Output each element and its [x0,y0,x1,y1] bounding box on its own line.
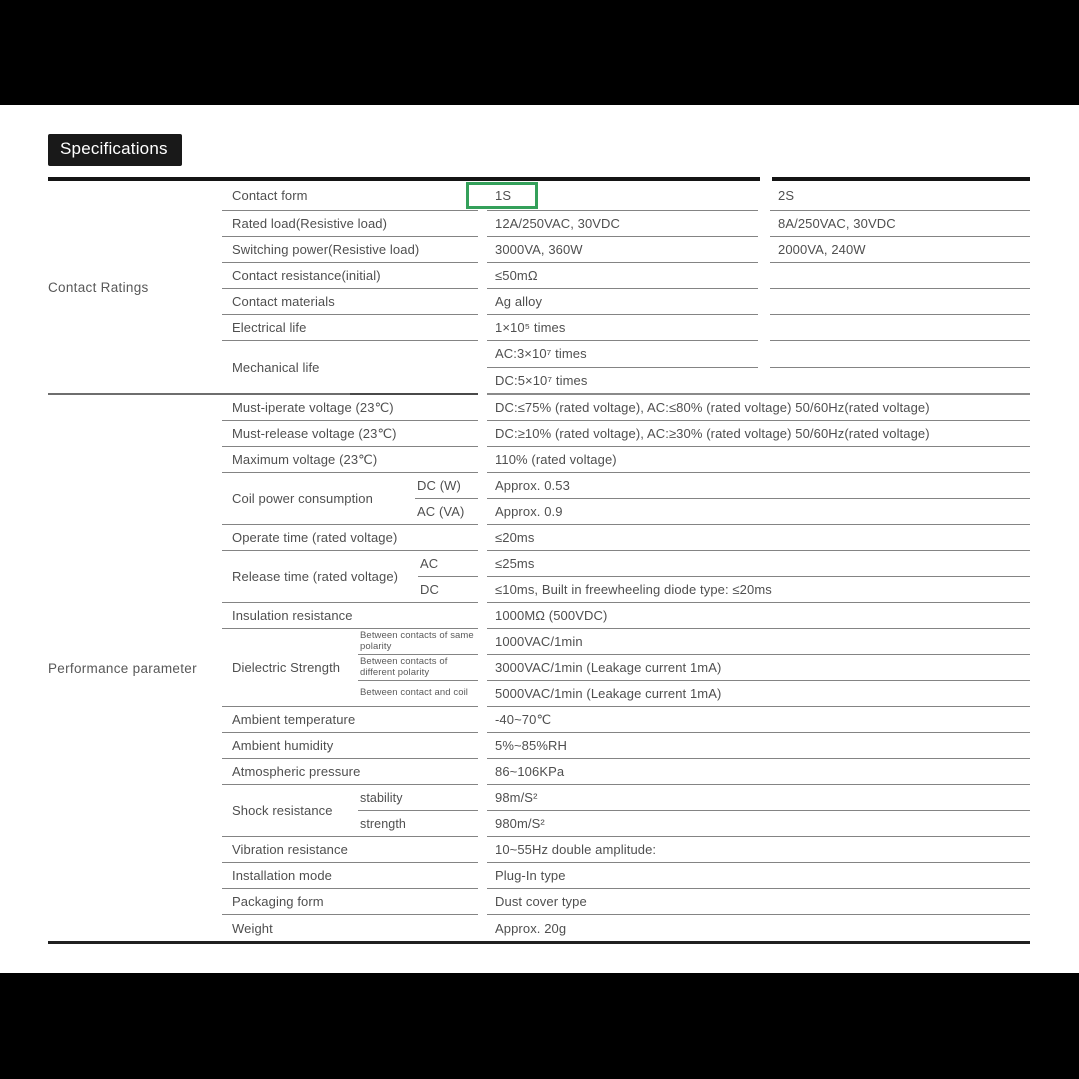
section-performance [48,395,1030,941]
value-strength: 980m/S² [495,816,545,831]
value-cell-1s: Ag alloy [487,289,758,315]
value-cell: 10~55Hz double amplitude: [487,837,1030,863]
value-cell: 1000MΩ (500VDC) [487,603,1030,629]
sub-label-ac: AC [418,551,478,577]
value-cell-2s: 2S [770,181,1030,211]
table-row [222,315,1030,341]
table-row-mechanical-life [222,341,1030,393]
sub-label-ac: AC (VA) [417,504,465,519]
value-ac: AC:3×10⁷ times [487,341,758,368]
row-label: Must-release voltage (23℃) [222,421,478,447]
row-label: Mechanical life [232,359,320,375]
letterbox-top [0,0,1079,105]
row-label: Contact form [222,181,478,211]
value-cell: ≤20ms [487,525,1030,551]
row-label-main: Release time (rated voltage) [232,569,399,584]
row-label: Ambient temperature [222,707,478,733]
value-cell: Approx. 20g [495,920,567,936]
sub-label-contact-coil: Between contact and coil [360,687,469,699]
value-cell-empty [770,368,1030,394]
row-label: Switching power(Resistive load) [222,237,478,263]
table-row [222,603,1030,629]
sub-label-strength: strength [360,816,406,831]
value-cell: 86~106KPa [487,759,1030,785]
sub-label-dc: DC [420,582,439,597]
row-label-main: Shock resistance [232,803,333,818]
table-row [222,237,1030,263]
row-label: Ambient humidity [222,733,478,759]
row-label [222,473,478,525]
row-label: Insulation resistance [222,603,478,629]
value-cell: 110% (rated voltage) [487,447,1030,473]
table-row [222,289,1030,315]
value-cell-2s [770,315,1030,341]
table-row-shock [222,785,1030,837]
row-label: Operate time (rated voltage) [222,525,478,551]
row-label: Vibration resistance [222,837,478,863]
value-cell-1s: 3000VA, 360W [487,237,758,263]
value-cell-2s: 2000VA, 240W [770,237,1030,263]
row-label: Weight [232,920,273,936]
value-cell-1s: 12A/250VAC, 30VDC [487,211,758,237]
table-row-coil-power [222,473,1030,525]
table-row [222,915,1030,941]
row-label: Electrical life [222,315,478,341]
value-ac: Approx. 0.9 [495,504,563,519]
letterbox-bottom [0,973,1079,1079]
table-row [222,211,1030,237]
value-cell-2s: 8A/250VAC, 30VDC [770,211,1030,237]
row-label: Must-iperate voltage (23℃) [222,395,478,421]
value-cell: Plug-In type [487,863,1030,889]
value-same-polarity: 1000VAC/1min [487,629,1030,655]
spec-table [48,177,1030,944]
value-cell-2s [770,341,1030,393]
value-cell [487,473,1030,525]
table-row [222,447,1030,473]
value-ac: ≤25ms [487,551,1030,577]
row-label-main: Coil power consumption [232,491,373,506]
value-cell-1s: 1×10⁵ times [487,315,758,341]
row-label [222,629,478,707]
table-row [222,863,1030,889]
value-cell: 5%~85%RH [487,733,1030,759]
value-dc: DC:5×10⁷ times [495,372,588,388]
table-row [222,181,1030,211]
table-row [222,837,1030,863]
value-contact-coil: 5000VAC/1min (Leakage current 1mA) [495,686,722,701]
row-label: Installation mode [222,863,478,889]
table-row-dielectric [222,629,1030,707]
sub-label-dc: DC (W) [415,473,478,499]
table-row [222,263,1030,289]
row-label-main: Dielectric Strength [232,660,341,675]
table-row [222,733,1030,759]
section-contact-ratings [48,181,1030,393]
table-bottom-rule [48,941,1030,944]
page-title: Specifications [48,134,182,166]
value-cell: -40~70℃ [487,707,1030,733]
value-cell [487,551,1030,603]
spec-sheet [0,105,1079,973]
value-dc: ≤10ms, Built in freewheeling diode type: ≤20ms [495,582,772,597]
value-dc: Approx. 0.53 [487,473,1030,499]
value-cell-1s [487,341,758,393]
value-cell-empty [770,341,1030,368]
value-cell [487,629,1030,707]
table-row [222,421,1030,447]
value-cell [487,785,1030,837]
row-label: Contact materials [222,289,478,315]
row-label: Atmospheric pressure [222,759,478,785]
table-row-release-time [222,551,1030,603]
sub-label-same-polarity: Between contacts of same polarity [358,629,478,655]
value-cell: Dust cover type [487,889,1030,915]
value-cell-2s [770,289,1030,315]
value-cell-1s: ≤50mΩ [487,263,758,289]
row-label: Maximum voltage (23℃) [222,447,478,473]
group-label: Performance parameter [48,660,197,676]
table-row [222,395,1030,421]
sub-label-different-polarity: Between contacts of different polarity [358,655,478,681]
highlight-box [466,182,538,209]
row-label: Packaging form [222,889,478,915]
table-row [222,525,1030,551]
row-label: Rated load(Resistive load) [222,211,478,237]
row-label [222,785,478,837]
group-label: Contact Ratings [48,279,149,295]
value-different-polarity: 3000VAC/1min (Leakage current 1mA) [487,655,1030,681]
table-row [222,707,1030,733]
value-cell: DC:≥10% (rated voltage), AC:≥30% (rated voltage) 50/60Hz(rated voltage) [487,421,1030,447]
value-cell: DC:≤75% (rated voltage), AC:≤80% (rated voltage) 50/60Hz(rated voltage) [487,395,1030,421]
table-row [222,759,1030,785]
value-stability: 98m/S² [487,785,1030,811]
row-label: Contact resistance(initial) [222,263,478,289]
table-row [222,889,1030,915]
value-cell-1s: 1S [487,181,758,211]
value-cell-2s [770,263,1030,289]
row-label [222,551,478,603]
sub-label-stability: stability [358,785,478,811]
